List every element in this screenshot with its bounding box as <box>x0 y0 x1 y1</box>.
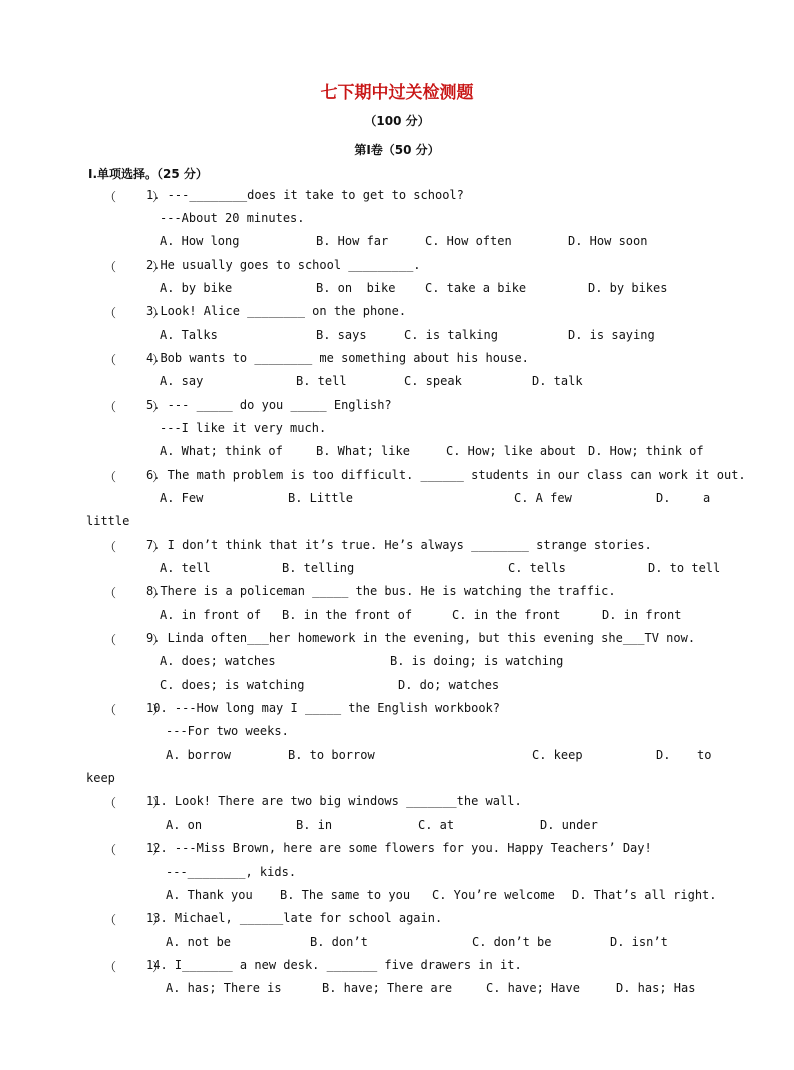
answer-blank: （ ） <box>104 353 165 367</box>
option-c: C. A few <box>514 491 572 505</box>
option-a: A. say <box>160 374 204 388</box>
option-c: C. keep <box>532 748 583 762</box>
answer-blank: （ ） <box>104 586 165 600</box>
answer-blank: （ ） <box>104 796 165 810</box>
question-stem: 14. I_______ a new desk. _______ five drawers in it. <box>146 958 522 972</box>
option-b: B. Little <box>288 491 354 505</box>
option-d: D. How soon <box>568 234 648 248</box>
volume-heading: 第Ⅰ卷（50 分） <box>354 143 440 157</box>
option-b: B. in <box>296 818 333 832</box>
option-d: D. isn’t <box>610 935 668 949</box>
option-a: A. tell <box>160 561 211 575</box>
option-d: D. talk <box>532 374 583 388</box>
option-a: A. How long <box>160 234 240 248</box>
question-stem: 7. I don’t think that it’s true. He’s always ________ strange stories. <box>146 538 652 552</box>
option-b: B. The same to you <box>280 888 411 902</box>
option-b: B. in the front of <box>282 608 413 622</box>
answer-blank: （ ） <box>104 260 165 274</box>
option-d: D. do; watches <box>398 678 500 692</box>
option-b: B. How far <box>316 234 389 248</box>
question-stem-line: ---________, kids. <box>166 865 297 879</box>
option-b: B. to borrow <box>288 748 375 762</box>
question-stem: 10. ---How long may I _____ the English workbook? <box>146 701 501 715</box>
question-stem: 8.There is a policeman _____ the bus. He is watching the traffic. <box>146 584 616 598</box>
option-d: D. <box>656 748 671 762</box>
option-c: C. You’re welcome <box>432 888 555 902</box>
question-stem: 9. Linda often___her homework in the evening, but this evening she___TV now. <box>146 631 696 645</box>
question-stem-line: ---About 20 minutes. <box>160 211 305 225</box>
option-c: C. tells <box>508 561 566 575</box>
question-stem: 12. ---Miss Brown, here are some flowers for you. Happy Teachers’ Day! <box>146 841 652 855</box>
answer-blank: （ ） <box>104 960 165 974</box>
option-a: A. has; There is <box>166 981 282 995</box>
option-a: A. does; watches <box>160 654 276 668</box>
option-c: C. How; like about <box>446 444 577 458</box>
option-d-wrap: little <box>86 514 130 528</box>
question-stem: 3.Look! Alice ________ on the phone. <box>146 304 407 318</box>
option-c: C. have; Have <box>486 981 580 995</box>
option-c: C. at <box>418 818 455 832</box>
option-c: C. take a bike <box>425 281 527 295</box>
option-b: B. What; like <box>316 444 410 458</box>
option-a: A. in front of <box>160 608 262 622</box>
question-stem-line: ---For two weeks. <box>166 724 289 738</box>
question-stem: 5. --- _____ do you _____ English? <box>146 398 392 412</box>
option-b: B. don’t <box>310 935 368 949</box>
answer-blank: （ ） <box>104 190 165 204</box>
option-a: A. not be <box>166 935 232 949</box>
option-d: D. <box>656 491 671 505</box>
question-stem-line: ---I like it very much. <box>160 421 327 435</box>
answer-blank: （ ） <box>104 400 165 414</box>
option-b: B. telling <box>282 561 355 575</box>
option-d-wrap: keep <box>86 771 115 785</box>
option-b: B. on bike <box>316 281 396 295</box>
option-c: C. does; is watching <box>160 678 305 692</box>
option-a: A. borrow <box>166 748 232 762</box>
option-d: D. That’s all right. <box>572 888 717 902</box>
option-d: D. under <box>540 818 598 832</box>
question-stem: 13. Michael, ______late for school again. <box>146 911 443 925</box>
option-a: A. What; think of <box>160 444 283 458</box>
option-d: D. in front <box>602 608 682 622</box>
option-d: D. by bikes <box>588 281 668 295</box>
question-stem: 4.Bob wants to ________ me something about his house. <box>146 351 529 365</box>
answer-blank: （ ） <box>104 633 165 647</box>
option-c: C. in the front <box>452 608 561 622</box>
option-b: B. says <box>316 328 367 342</box>
option-a: A. on <box>166 818 203 832</box>
question-stem: 6. The math problem is too difficult. ______ students in our class can work it out. <box>146 468 746 482</box>
option-b: B. tell <box>296 374 347 388</box>
answer-blank: （ ） <box>104 470 165 484</box>
option-c: C. don’t be <box>472 935 552 949</box>
option-a: A. Talks <box>160 328 218 342</box>
option-b: B. have; There are <box>322 981 453 995</box>
page-title: 七下期中过关检测题 <box>320 83 474 103</box>
option-a: A. Few <box>160 491 204 505</box>
option-a: A. Thank you <box>166 888 253 902</box>
answer-blank: （ ） <box>104 703 165 717</box>
answer-blank: （ ） <box>104 913 165 927</box>
option-c: C. is talking <box>404 328 498 342</box>
option-d: D. How; think of <box>588 444 704 458</box>
option-d-text: to <box>697 748 712 762</box>
option-b: B. is doing; is watching <box>390 654 564 668</box>
total-score: （100 分） <box>364 114 430 128</box>
question-stem: 1. ---________does it take to get to school? <box>146 188 464 202</box>
option-c: C. How often <box>425 234 512 248</box>
option-d-text: a <box>703 491 711 505</box>
option-d: D. is saying <box>568 328 655 342</box>
answer-blank: （ ） <box>104 540 165 554</box>
option-a: A. by bike <box>160 281 233 295</box>
section-heading: Ⅰ.单项选择。（25 分） <box>88 167 208 181</box>
question-stem: 11. Look! There are two big windows _______the wall. <box>146 794 522 808</box>
answer-blank: （ ） <box>104 306 165 320</box>
option-c: C. speak <box>404 374 462 388</box>
option-d: D. has; Has <box>616 981 696 995</box>
option-d: D. to tell <box>648 561 721 575</box>
question-stem: 2.He usually goes to school _________. <box>146 258 421 272</box>
answer-blank: （ ） <box>104 843 165 857</box>
